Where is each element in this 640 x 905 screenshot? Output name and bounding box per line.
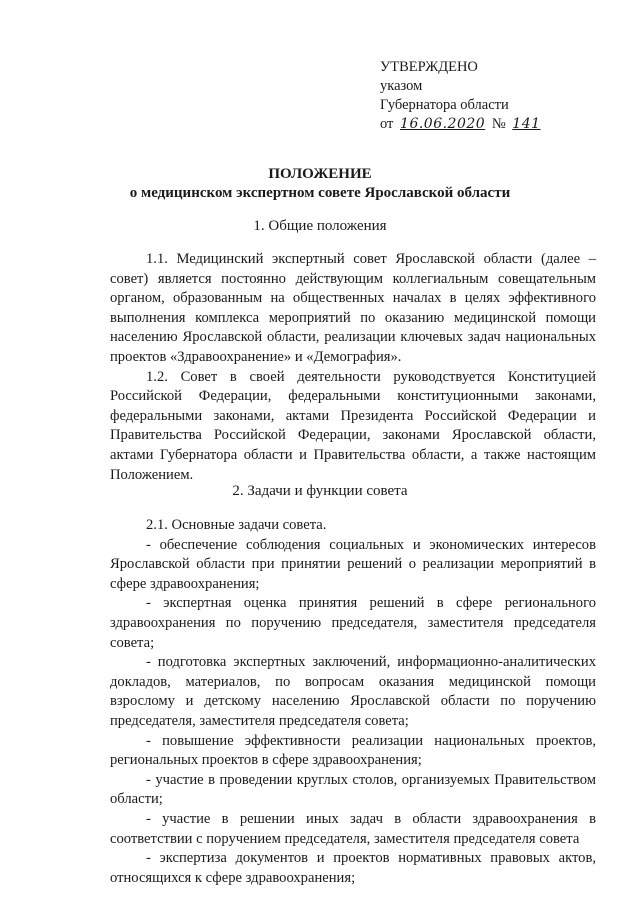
date-line xyxy=(380,115,544,134)
task-item: - экспертная оценка принятия решений в сфере регионального здравоохранения по поручению председателя, заместителя председателя совета; xyxy=(110,595,596,651)
task-item: - обеспечение соблюдения социальных и экономических интересов Ярославской области при принятии решений о реализации мероприятий в сфере здравоохранения; xyxy=(110,536,596,592)
task-item: - подготовка экспертных заключений, информационно-аналитических докладов, материалов, по вопросам оказания медицинской помощи взрослому и детскому населению Ярославской области по поручению председателя, заместителя председателя совета; xyxy=(110,654,596,729)
task-item: - экспертиза документов и проектов нормативных правовых актов, относящихся к сфере здравоохранения; xyxy=(110,850,596,886)
approved-label: УТВЕРЖДЕНО xyxy=(380,59,478,75)
handwritten-number: 141 xyxy=(512,116,541,132)
task-item: - участие в решении иных задач в области здравоохранения в соответствии с поручением председателя, заместителя председателя совета xyxy=(110,810,596,847)
document-title: ПОЛОЖЕНИЕ xyxy=(268,166,372,182)
number-label: № xyxy=(491,116,506,132)
section-2-body xyxy=(110,516,596,888)
handwritten-date: 16.06.2020 xyxy=(400,116,486,132)
paragraph-1-2: 1.2. Совет в своей деятельности руководствуется Конституцией Российской Федерации, федеральными конституционными законами, федеральными законами, актами Президента Российской Федерации и Правительства Российской Федерации, законами Ярославской области, актами Губернатора области и Правительства области, а также настоящим Положением. xyxy=(110,368,596,483)
approval-stamp xyxy=(380,58,544,134)
paragraph-1-1: 1.1. Медицинский экспертный совет Ярославской области (далее – совет) является постоянно действующим коллегиальным совещательным органом, образованным на общественных началах в целях эффективного выполнения комплекса мероприятий по оказанию медицинской помощи населению Ярославской области, реализации ключевых задач национальных проектов «Здравоохранение» и «Демография». xyxy=(110,251,596,365)
governor-label: Губернатора области xyxy=(380,97,509,113)
section-2-heading: 2. Задачи и функции совета xyxy=(232,483,408,499)
document-subtitle: о медицинском экспертном совете Ярославской области xyxy=(129,185,511,201)
decree-label: указом xyxy=(380,78,423,94)
section-1-heading: 1. Общие положения xyxy=(253,218,387,234)
section-1-body xyxy=(110,250,596,485)
task-item: - повышение эффективности реализации национальных проектов, региональных проектов в сфере здравоохранения; xyxy=(110,732,596,769)
paragraph-2-1: 2.1. Основные задачи совета. xyxy=(146,517,327,533)
from-label: от xyxy=(380,116,394,132)
task-item: - участие в проведении круглых столов, организуемых Правительством области; xyxy=(110,771,596,808)
